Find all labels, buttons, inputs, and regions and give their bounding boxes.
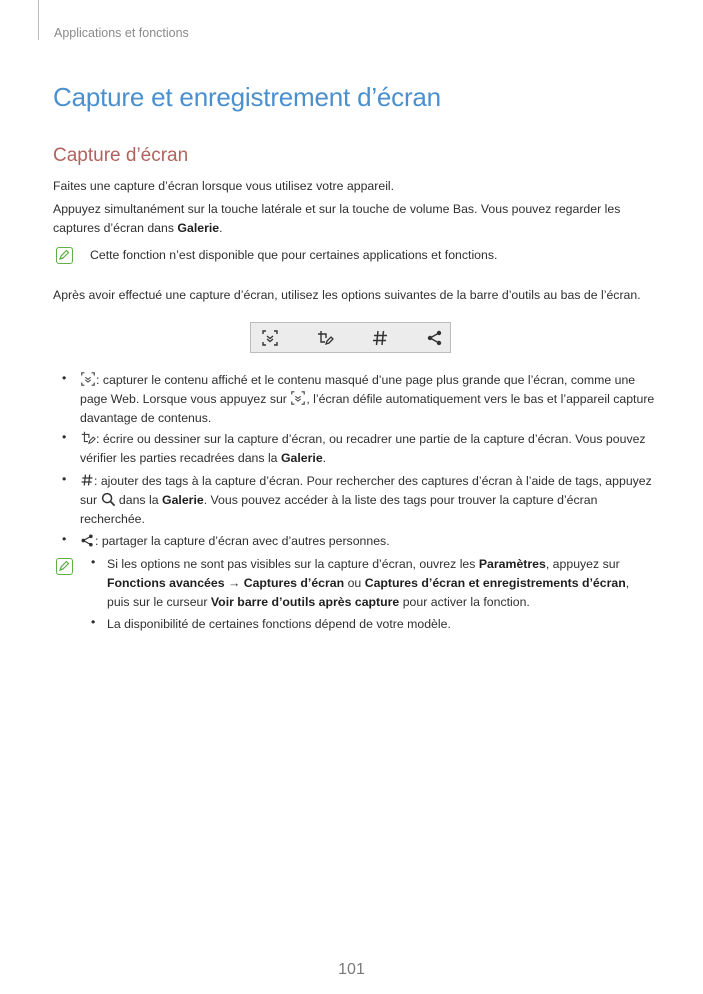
share-icon: [80, 533, 95, 548]
bullet: •: [62, 532, 67, 546]
intro-paragraph-2: Appuyez simultanément sur la touche latérale et sur la touche de volume Bas. Vous pouvez regarder les captures d’écran dans Galerie.: [53, 202, 621, 235]
page-number: 101: [338, 961, 365, 978]
hashtag-icon: [80, 472, 94, 488]
search-icon: [101, 492, 116, 507]
scroll-capture-icon[interactable]: [261, 329, 279, 347]
toolbar-intro: Après avoir effectué une capture d’écran, utilisez les options suivantes de la barre d’outils au bas de l’écran.: [53, 288, 641, 302]
item-tags: : ajouter des tags à la capture d’écran. Pour rechercher des captures d’écran à l’aide de tags, appuyez sur dans la Galerie. Vous pouvez accéder à la liste des tags pour trouver la capture d’écran recherchée.: [80, 474, 652, 526]
scroll-capture-icon: [80, 371, 96, 387]
intro-paragraph-1: Faites une capture d’écran lorsque vous utilisez votre appareil.: [53, 179, 395, 193]
header-rule: [38, 0, 39, 40]
item-share: : partager la capture d’écran avec d’autres personnes.: [80, 532, 655, 551]
section-subtitle: Capture d’écran: [53, 145, 189, 166]
bullet: •: [62, 371, 67, 385]
page-title: Capture et enregistrement d’écran: [53, 82, 441, 112]
bullet: •: [62, 430, 67, 444]
bullet: •: [91, 555, 96, 569]
bullet: •: [62, 472, 67, 486]
hashtag-icon[interactable]: [371, 329, 389, 347]
note-icon: [56, 558, 73, 575]
note-availability: Cette fonction n’est disponible que pour certaines applications et fonctions.: [90, 248, 498, 262]
edit-crop-icon: [80, 430, 96, 446]
screenshot-toolbar: [250, 322, 451, 353]
section-header: Applications et fonctions: [54, 26, 189, 40]
scroll-capture-icon: [290, 390, 306, 406]
item-scroll-capture: : capturer le contenu affiché et le contenu masqué d’une page plus grande que l’écran, comme une page Web. Lorsque vous appuyez sur , l’écran défile automatiquement vers le bas et l’appareil capture davantage de contenus.: [80, 373, 655, 425]
note-model-availability: La disponibilité de certaines fonctions dépend de votre modèle.: [107, 617, 451, 631]
item-edit: : écrire ou dessiner sur la capture d’écran, ou recadrer une partie de la capture d’écran. Vous pouvez vérifier les parties recadrées dans la Galerie.: [80, 432, 646, 465]
note-toolbar-settings: Si les options ne sont pas visibles sur la capture d’écran, ouvrez les Paramètres, appuyez sur Fonctions avancées → Captures d’écran ou Captures d’écran et enregistrements d’écran, puis sur le curseur Voir barre d’outils après capture pour activer la fonction.: [107, 557, 630, 609]
note-icon: [56, 247, 73, 264]
edit-crop-icon[interactable]: [316, 329, 334, 347]
bullet: •: [91, 615, 96, 629]
share-icon[interactable]: [426, 329, 444, 347]
